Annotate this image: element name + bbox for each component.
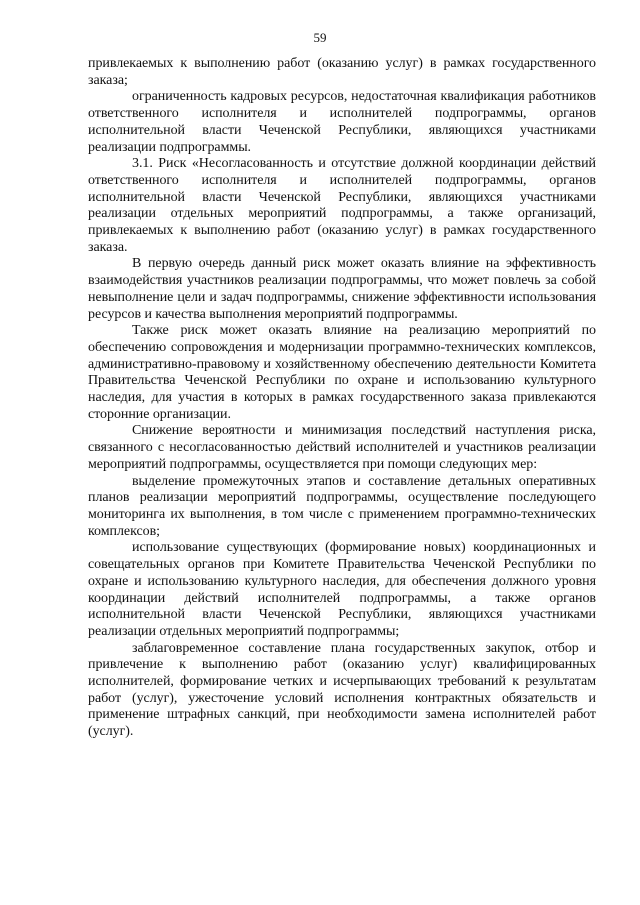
- paragraph-risk-also: Также риск может оказать влияние на реализацию мероприятий по обеспечению сопровождения и модернизации программно-технических комплексов, административно-правовому и хозяйственному обеспечению деятельности Комитета Правительства Чеченской Республики по охране и использованию культурного наследия, для участия в которых в рамках государственного заказа привлекаются сторонние организации.: [88, 323, 596, 422]
- paragraph-measure-coordination: использование существующих (формирование новых) координационных и совещательных органов при Комитете Правительства Чеченской Республики по охране и использованию культурного наследия, для обеспечения должного уровня координации действий исполнителей подпрограммы, а также органов исполнительной власти Чеченской Республики, являющихся участниками реализации отдельных мероприятий подпрограммы;: [88, 540, 596, 639]
- paragraph-measure-stages: выделение промежуточных этапов и составление детальных оперативных планов реализации мероприятий подпрограммы, осуществление последующего мониторинга их выполнения, в том числе с применением программно-технических комплексов;: [88, 473, 596, 539]
- paragraph-mitigation-intro: Снижение вероятности и минимизация последствий наступления риска, связанного с несогласованностью действий исполнителей и участников реализации мероприятий подпрограммы, осуществляется при помощи следующих мер:: [88, 423, 596, 472]
- paragraph-risk-3-1: 3.1. Риск «Несогласованность и отсутствие должной координации действий ответственного исполнителя и исполнителей подпрограммы, органов исполнительной власти Чеченской Республики, являющихся участниками реализации отдельных мероприятий подпрограммы, а также организаций, привлекаемых к выполнению работ (оказанию услуг) в рамках государственного заказа.: [88, 156, 596, 255]
- paragraph-staff-limitation: ограниченность кадровых ресурсов, недостаточная квалификация работников ответственного исполнителя и исполнителей подпрограммы, органов исполнительной власти Чеченской Республики, являющихся участниками реализации подпрограммы.: [88, 89, 596, 155]
- page-number: 59: [313, 30, 327, 45]
- document-body: [88, 56, 596, 741]
- paragraph-continuation: привлекаемых к выполнению работ (оказанию услуг) в рамках государственного заказа;: [88, 56, 596, 88]
- paragraph-risk-impact: В первую очередь данный риск может оказать влияние на эффективность взаимодействия участников реализации подпрограммы, что может повлечь за собой невыполнение цели и задач подпрограммы, снижение эффективности использования ресурсов и качества выполнения мероприятий подпрограммы.: [88, 256, 596, 322]
- paragraph-measure-procurement: заблаговременное составление плана государственных закупок, отбор и привлечение к выполнению работ (оказанию услуг) квалифицированных исполнителей, формирование четких и исчерпывающих требований к результатам работ (услуг), ужесточение условий исполнения контрактных обязательств и применение штрафных санкций, при необходимости замена исполнителей работ (услуг).: [88, 640, 596, 740]
